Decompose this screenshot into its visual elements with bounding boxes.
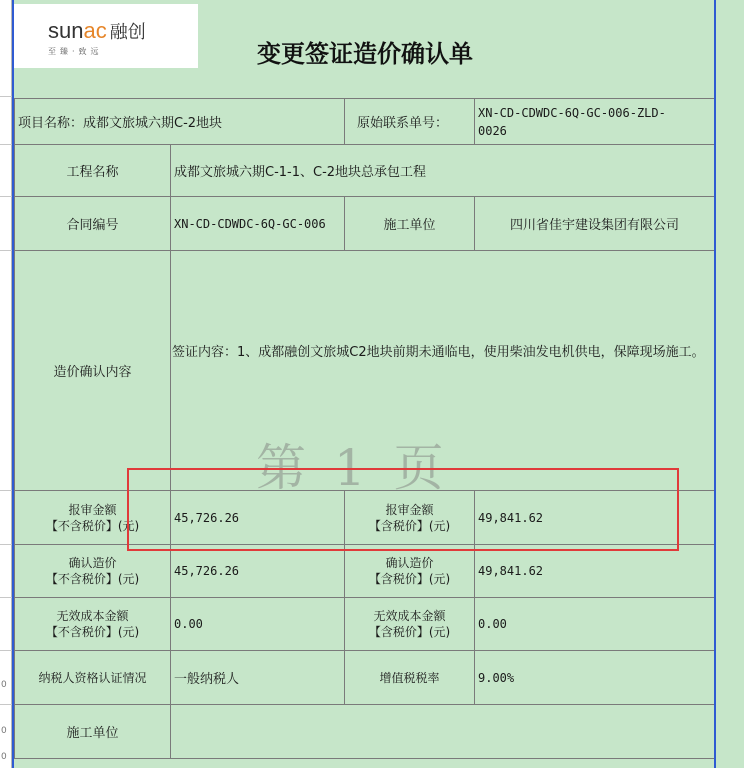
report-excl-label: 报审金额	[68, 502, 117, 517]
row-header-tick	[0, 490, 12, 491]
invalid-incl-label-sub: 【含税价】(元)	[368, 625, 451, 639]
taxpayer-value-cell[interactable]	[170, 650, 344, 704]
construction-unit-value-cell[interactable]	[170, 704, 714, 758]
contract-no-value: XN-CD-CDWDC-6Q-GC-006	[174, 216, 326, 231]
taxpayer-label-cell[interactable]	[14, 650, 170, 704]
row-header-tick	[0, 144, 12, 145]
project-name-label: 工程名称	[66, 165, 119, 180]
project-name-value: 成都文旅城六期C-1-1、C-2地块总承包工程	[174, 165, 427, 180]
row-header-strip	[0, 0, 12, 768]
original-no-value-line2: 0026	[478, 123, 507, 138]
invalid-incl-value: 0.00	[478, 617, 507, 631]
confirm-excl-label: 确认造价	[68, 556, 117, 570]
confirm-incl-value-cell[interactable]	[474, 544, 714, 597]
row-header-tick	[0, 96, 12, 97]
vat-value: 9.00%	[478, 670, 515, 685]
confirm-incl-label: 确认造价	[385, 556, 434, 570]
contract-no-label: 合同编号	[66, 218, 119, 233]
row-header-tick	[0, 544, 12, 545]
grid-line-bottom	[14, 758, 714, 759]
invalid-excl-label-sub: 【不含税价】(元)	[45, 625, 140, 639]
project-name-header-cell[interactable]	[14, 98, 344, 144]
row-header-tick	[0, 650, 12, 651]
report-incl-label: 报审金额	[385, 502, 434, 517]
report-incl-label-sub: 【含税价】(元)	[368, 518, 451, 533]
report-excl-value: 45,726.26	[174, 510, 240, 525]
project-name-header: 项目名称：成都文旅城六期C-2地块	[18, 116, 223, 131]
row-header-tick	[0, 250, 12, 251]
vat-label-cell[interactable]	[344, 650, 474, 704]
content-label-cell[interactable]	[14, 250, 170, 490]
row-header-tick	[0, 597, 12, 598]
confirm-excl-label-sub: 【不含税价】(元)	[45, 572, 140, 586]
confirm-excl-value: 45,726.26	[174, 564, 240, 578]
logo-accent-text: ac	[83, 18, 107, 43]
company-logo	[14, 4, 198, 68]
invalid-excl-label-cell[interactable]	[14, 597, 170, 650]
content-label: 造价确认内容	[53, 365, 132, 380]
original-no-label-cell[interactable]	[344, 98, 474, 144]
row-number[interactable]: 0	[1, 680, 7, 690]
row-number[interactable]: 0	[1, 752, 7, 762]
project-name-label-cell[interactable]	[14, 144, 170, 196]
contract-no-value-cell[interactable]	[170, 196, 344, 250]
logo-cn-text: 融创	[109, 22, 146, 43]
invalid-excl-value: 0.00	[174, 617, 203, 631]
vat-value-cell[interactable]	[474, 650, 714, 704]
confirm-incl-label-sub: 【含税价】(元)	[368, 572, 451, 586]
construction-unit-label-cell[interactable]	[14, 704, 170, 758]
invalid-incl-value-cell[interactable]	[474, 597, 714, 650]
logo-wordmark	[48, 18, 146, 44]
report-excl-label-sub: 【不含税价】(元)	[45, 518, 140, 533]
confirm-excl-label-cell[interactable]	[14, 544, 170, 597]
construction-unit-label: 施工单位	[66, 726, 119, 741]
contractor-label-cell[interactable]	[344, 196, 474, 250]
contractor-value-cell[interactable]	[474, 196, 714, 250]
contract-no-label-cell[interactable]	[14, 196, 170, 250]
confirm-incl-value: 49,841.62	[478, 564, 544, 578]
invalid-excl-label: 无效成本金额	[56, 609, 129, 623]
vat-label: 增值税税率	[379, 671, 440, 685]
original-no-label: 原始联系单号：	[357, 116, 449, 131]
invalid-incl-label: 无效成本金额	[373, 609, 446, 623]
original-no-value-line1: XN-CD-CDWDC-6Q-GC-006-ZLD-	[478, 105, 666, 120]
document-title: 变更签证造价确认单	[257, 39, 473, 68]
row-header-tick	[0, 704, 12, 705]
content-value: 签证内容：1、成都融创文旅城C2地块前期未通临电，使用柴油发电机供电，保障现场施工。	[172, 345, 705, 360]
report-incl-value: 49,841.62	[478, 510, 544, 525]
contractor-value: 四川省佳宇建设集团有限公司	[509, 218, 679, 233]
row-header-tick	[0, 196, 12, 197]
confirm-excl-value-cell[interactable]	[170, 544, 344, 597]
taxpayer-value: 一般纳税人	[174, 672, 240, 687]
project-name-value-cell[interactable]	[170, 144, 714, 196]
logo-text: sun	[48, 18, 84, 43]
original-no-value-cell[interactable]	[474, 98, 714, 144]
contractor-label: 施工单位	[383, 218, 436, 233]
invalid-excl-value-cell[interactable]	[170, 597, 344, 650]
invalid-incl-label-cell[interactable]	[344, 597, 474, 650]
page-watermark: 第 1 页	[256, 439, 450, 497]
highlight-box	[127, 468, 679, 551]
taxpayer-label: 纳税人资格认证情况	[38, 671, 147, 685]
sheet-margin-right	[716, 0, 744, 768]
logo-slogan: 至臻·致远	[48, 47, 103, 56]
row-number[interactable]: 0	[1, 726, 7, 736]
confirm-incl-label-cell[interactable]	[344, 544, 474, 597]
